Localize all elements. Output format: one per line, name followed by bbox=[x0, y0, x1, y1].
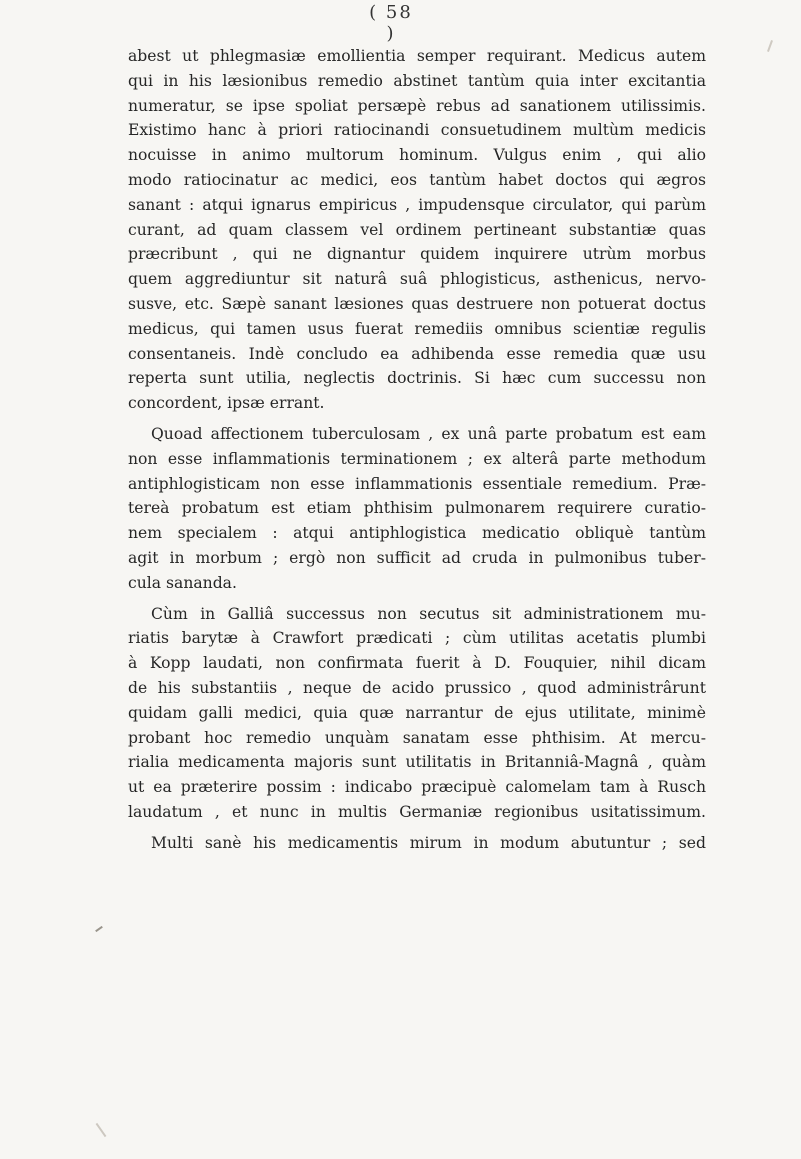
paper-mark bbox=[96, 1123, 107, 1137]
text-line: non esse inflammationis terminationem ; ex alterâ parte methodum bbox=[128, 449, 706, 468]
text-line: à Kopp laudati, non confirmata fuerit à D. Fouquier, nihil dicam bbox=[128, 654, 706, 673]
text-line: agit in morbum ; ergò non sufficit ad cruda in pulmonibus tuber- bbox=[128, 548, 706, 567]
text-line: Cùm in Galliâ successus non secutus sit administrationem mu- bbox=[151, 604, 706, 623]
text-line: nocuisse in animo multorum hominum. Vulgus enim , qui alio bbox=[128, 146, 706, 165]
paragraph bbox=[128, 602, 706, 825]
text-line: numeratur, se ipse spoliat persæpè rebus ad sanationem utilissimis. bbox=[128, 96, 706, 115]
text-line: Existimo hanc à priori ratiocinandi consuetudinem multùm medicis bbox=[128, 121, 706, 140]
paragraph bbox=[128, 44, 706, 416]
paper-mark bbox=[767, 40, 773, 52]
paragraph bbox=[128, 422, 706, 596]
text-line: qui in his læsionibus remedio abstinet tantùm quia inter excitantia bbox=[128, 71, 706, 90]
text-line: susve, etc. Sæpè sanant læsiones quas destruere non potuerat doctus bbox=[128, 294, 706, 313]
text-line: abest ut phlegmasiæ emollientia semper requirant. Medicus autem bbox=[128, 47, 706, 65]
text-line: curant, ad quam classem vel ordinem pertineant substantiæ quas bbox=[128, 220, 706, 239]
text-line: cula sananda. bbox=[128, 573, 237, 592]
text-line: reperta sunt utilia, neglectis doctrinis. Si hæc cum successu non bbox=[128, 369, 706, 388]
text-line: ut ea præterire possim : indicabo præcipuè calomelam tam à Rusch bbox=[128, 778, 706, 797]
body-text bbox=[128, 44, 706, 856]
text-line: consentaneis. Indè concludo ea adhibenda esse remedia quæ usu bbox=[128, 344, 706, 363]
text-line: sanant : atqui ignarus empiricus , impudensque circulator, qui parùm bbox=[128, 195, 706, 214]
text-line: Quoad affectionem tuberculosam , ex unâ parte probatum est eam bbox=[151, 424, 706, 443]
text-line: rialia medicamenta majoris sunt utilitatis in Britanniâ-Magnâ , quàm bbox=[128, 753, 706, 772]
paper-mark bbox=[95, 926, 103, 932]
paragraph bbox=[128, 831, 706, 856]
text-line: tereà probatum est etiam phthisim pulmonarem requirere curatio- bbox=[128, 499, 706, 518]
text-line: antiphlogisticam non esse inflammationis essentiale remedium. Præ- bbox=[128, 474, 706, 493]
text-line: de his substantiis , neque de acido prussico , quod administrârunt bbox=[128, 678, 706, 697]
text-line: quidam galli medici, quia quæ narrantur de ejus utilitate, minimè bbox=[128, 703, 706, 722]
text-line: laudatum , et nunc in multis Germaniæ regionibus usitatissimum. bbox=[128, 802, 706, 821]
text-line: riatis barytæ à Crawfort prædicati ; cùm utilitas acetatis plumbi bbox=[128, 629, 706, 648]
text-line: præcribunt , qui ne dignantur quidem inquirere utrùm morbus bbox=[128, 245, 706, 264]
text-line: Multi sanè his medicamentis mirum in modum abutuntur ; sed bbox=[151, 833, 706, 852]
page-number: ( 58 ) bbox=[369, 2, 413, 44]
text-line: nem specialem : atqui antiphlogistica medicatio obliquè tantùm bbox=[128, 524, 706, 543]
text-line: modo ratiocinatur ac medici, eos tantùm habet doctos qui ægros bbox=[128, 170, 706, 189]
text-line: quem aggrediuntur sit naturâ suâ phlogisticus, asthenicus, nervo- bbox=[128, 270, 706, 289]
text-line: concordent, ipsæ errant. bbox=[128, 394, 325, 413]
text-line: probant hoc remedio unquàm sanatam esse phthisim. At mercu- bbox=[128, 728, 706, 747]
text-line: medicus, qui tamen usus fuerat remediis omnibus scientiæ regulis bbox=[128, 319, 706, 338]
